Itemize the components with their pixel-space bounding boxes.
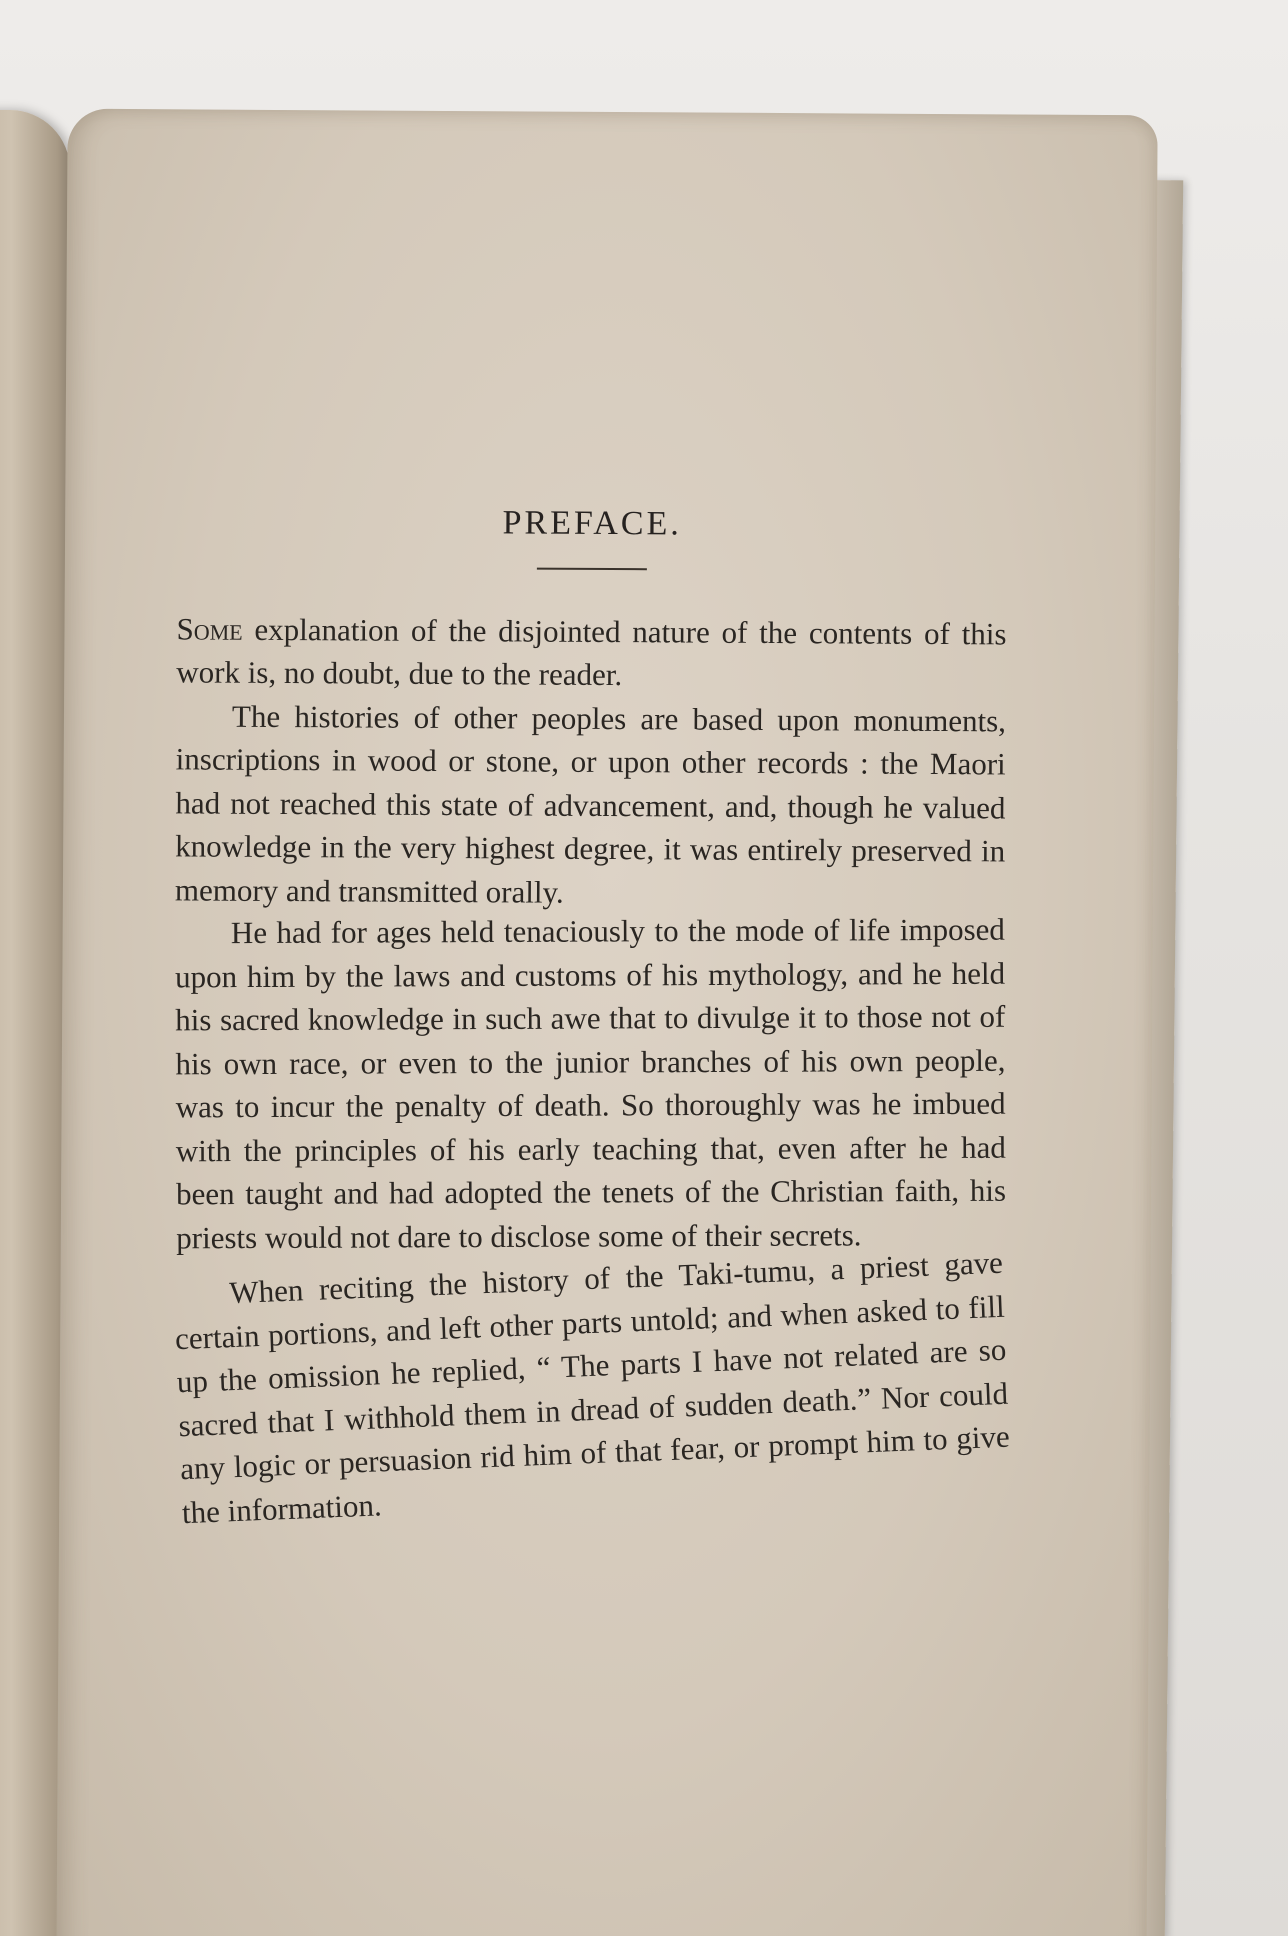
paragraph-1 xyxy=(176,607,1007,699)
book-page xyxy=(56,109,1157,1936)
paragraph-3: He had for ages held tenaciously to the mode of life imposed upon him by the laws and customs of his mythology, and he held his sacred knowledge in such awe that to divulge it to those not of his own race, or even to the junior branches of his own people, was to incur the penalty of death. So thoroughly was he imbued with the principles of his early teaching that, even after he had been taught and had adopted the tenets of the Christian faith, his priests would not dare to disclose some of their secrets. xyxy=(174,911,1007,1255)
page-text xyxy=(171,499,1011,1539)
paragraph-1-text: explanation of the disjointed nature of the contents of this work is, no doubt, due to the reader. xyxy=(176,611,1007,693)
paragraph-1-lead: Some xyxy=(176,610,243,647)
paragraph-2: The histories of other peoples are based upon monuments, inscriptions in wood or stone, or upon other records : the Maori had not reached this state of advancement, and, though he valued knowledge in the very highest degree, it was entirely preserved in memory and transmitted orally. xyxy=(174,698,1007,910)
preface-heading: PREFACE. xyxy=(502,504,682,543)
heading-rule xyxy=(537,567,647,570)
paragraph-4: When reciting the history of the Taki-tumu, a priest gave certain portions, and left other parts untold; and when asked to fill up the omission he replied, “ The parts I have not related are so sacred that I withhold them in dread of sudden death.” Nor could any logic or persuasion rid him of that fear, or prompt him to give the information. xyxy=(174,1244,1011,1530)
